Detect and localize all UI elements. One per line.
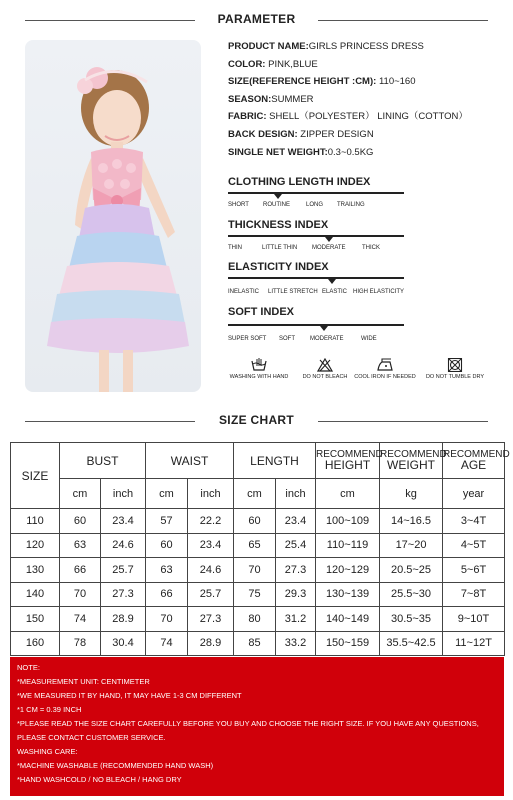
table-cell: 150~159 xyxy=(316,631,380,656)
table-cell: 27.3 xyxy=(276,558,316,583)
index-label: THIN xyxy=(228,245,242,251)
note-line: *WE MEASURED IT BY HAND, IT MAY HAVE 1-3 CM DIFFERENT xyxy=(17,691,242,700)
header-size: SIZE xyxy=(11,443,60,509)
table-cell: 23.4 xyxy=(101,509,146,534)
header-recommend-height: RECOMMEND HEIGHT xyxy=(316,443,380,479)
size-table xyxy=(10,442,510,656)
index-label: WIDE xyxy=(361,336,377,342)
table-cell: 60 xyxy=(60,509,101,534)
table-row xyxy=(11,582,505,607)
table-cell: 150 xyxy=(11,607,60,632)
table-cell: 33.2 xyxy=(276,631,316,656)
no-tumble-dry-icon xyxy=(447,358,463,372)
index-label: INELASTIC xyxy=(228,289,260,295)
unit-cell: year xyxy=(443,479,505,509)
table-cell: 31.2 xyxy=(276,607,316,632)
parameter-title: PARAMETER xyxy=(217,12,296,26)
table-cell: 25.5~30 xyxy=(380,582,443,607)
unit-cell: inch xyxy=(188,479,234,509)
parameter-list xyxy=(228,38,468,161)
table-cell: 23.4 xyxy=(188,533,234,558)
table-cell: 29.3 xyxy=(276,582,316,607)
table-row xyxy=(11,607,505,632)
index-label: LITTLE STRETCH xyxy=(268,289,318,295)
table-cell: 14~16.5 xyxy=(380,509,443,534)
elasticity-index xyxy=(228,261,408,299)
index-label: SHORT xyxy=(228,202,249,208)
table-cell: 110~119 xyxy=(316,533,380,558)
care-label: DO NOT TUMBLE DRY xyxy=(425,374,485,380)
table-cell: 74 xyxy=(146,631,188,656)
table-row xyxy=(11,509,505,534)
table-cell: 25.4 xyxy=(276,533,316,558)
index-title: ELASTICITY INDEX xyxy=(228,261,329,273)
cool-iron-icon xyxy=(376,358,394,372)
notes-panel xyxy=(10,657,504,796)
note-line: *HAND WASHCOLD / NO BLEACH / HANG DRY xyxy=(17,775,182,784)
table-cell: 60 xyxy=(234,509,276,534)
unit-cell: cm xyxy=(316,479,380,509)
table-cell: 65 xyxy=(234,533,276,558)
note-line: WASHING CARE: xyxy=(17,747,78,756)
param-weight: SINGLE NET WEIGHT:0.3~0.5KG xyxy=(228,146,374,158)
param-product-name: PRODUCT NAME:GIRLS PRINCESS DRESS xyxy=(228,41,424,52)
table-cell: 100~109 xyxy=(316,509,380,534)
index-label: THICK xyxy=(362,245,380,251)
param-season: SEASON:SUMMER xyxy=(228,93,314,105)
table-cell: 9~10T xyxy=(443,607,505,632)
index-bar xyxy=(228,235,404,237)
note-line: NOTE: xyxy=(17,663,40,672)
table-cell: 140~149 xyxy=(316,607,380,632)
table-cell: 4~5T xyxy=(443,533,505,558)
table-cell: 74 xyxy=(60,607,101,632)
size-chart-title: SIZE CHART xyxy=(219,413,294,427)
unit-cell: inch xyxy=(101,479,146,509)
table-row xyxy=(11,533,505,558)
table-cell: 5~6T xyxy=(443,558,505,583)
table-cell: 70 xyxy=(234,558,276,583)
table-cell: 63 xyxy=(60,533,101,558)
index-bar xyxy=(228,277,404,279)
index-marker xyxy=(274,194,282,199)
table-cell: 3~4T xyxy=(443,509,505,534)
index-label: SUPER SOFT xyxy=(228,336,267,342)
note-line: PLEASE CONTACT CUSTOMER SERVICE. xyxy=(17,733,166,742)
care-label: COOL IRON IF NEEDED xyxy=(354,374,416,380)
table-cell: 22.2 xyxy=(188,509,234,534)
table-cell: 25.7 xyxy=(101,558,146,583)
table-cell: 17~20 xyxy=(380,533,443,558)
table-cell: 78 xyxy=(60,631,101,656)
table-cell: 120~129 xyxy=(316,558,380,583)
unit-cell: kg xyxy=(380,479,443,509)
header-waist: WAIST xyxy=(146,443,234,479)
table-cell: 24.6 xyxy=(188,558,234,583)
table-cell: 30.5~35 xyxy=(380,607,443,632)
soft-index xyxy=(228,306,408,346)
parameter-header xyxy=(0,12,513,28)
table-cell: 80 xyxy=(234,607,276,632)
care-cool-iron xyxy=(345,358,425,380)
table-cell: 130 xyxy=(11,558,60,583)
unit-cell: inch xyxy=(276,479,316,509)
index-marker xyxy=(320,326,328,331)
table-cell: 57 xyxy=(146,509,188,534)
param-size: SIZE(REFERENCE HEIGHT :CM): 110~160 xyxy=(228,76,416,88)
table-cell: 110 xyxy=(11,509,60,534)
size-chart-header xyxy=(0,413,513,429)
index-title: SOFT INDEX xyxy=(228,306,295,318)
index-label: SOFT xyxy=(279,336,295,342)
table-cell: 24.6 xyxy=(101,533,146,558)
table-cell: 7~8T xyxy=(443,582,505,607)
index-label: MODERATE xyxy=(312,245,346,251)
note-line: *MACHINE WASHABLE (RECOMMENDED HAND WASH) xyxy=(17,761,214,770)
note-line: *1 CM = 0.39 INCH xyxy=(17,705,82,714)
care-label: WASHING WITH HAND xyxy=(229,374,289,380)
table-cell: 23.4 xyxy=(276,509,316,534)
table-cell: 35.5~42.5 xyxy=(380,631,443,656)
index-label: ROUTINE xyxy=(263,202,290,208)
table-cell: 85 xyxy=(234,631,276,656)
care-label: DO NOT BLEACH xyxy=(302,374,348,380)
index-label: LITTLE THIN xyxy=(262,245,298,251)
header-recommend-age: RECOMMEND AGE xyxy=(443,443,505,479)
table-cell: 60 xyxy=(146,533,188,558)
index-label: HIGH ELASTICITY xyxy=(353,289,405,295)
table-cell: 140 xyxy=(11,582,60,607)
index-label: MODERATE xyxy=(310,336,344,342)
table-cell: 66 xyxy=(146,582,188,607)
index-bar xyxy=(228,192,404,194)
table-cell: 28.9 xyxy=(101,607,146,632)
index-title: THICKNESS INDEX xyxy=(228,219,329,231)
note-line: *PLEASE READ THE SIZE CHART CAREFULLY BEFORE YOU BUY AND CHOOSE THE RIGHT SIZE. IF YOU HAVE ANY QUESTIONS, xyxy=(17,719,479,728)
table-cell: 63 xyxy=(146,558,188,583)
header-bust: BUST xyxy=(60,443,146,479)
note-line: *MEASUREMENT UNIT: CENTIMETER xyxy=(17,677,150,686)
table-cell: 11~12T xyxy=(443,631,505,656)
table-cell: 28.9 xyxy=(188,631,234,656)
table-cell: 27.3 xyxy=(188,607,234,632)
no-bleach-icon xyxy=(317,358,333,372)
table-cell: 27.3 xyxy=(101,582,146,607)
param-color: COLOR: PINK,BLUE xyxy=(228,58,318,70)
table-cell: 66 xyxy=(60,558,101,583)
table-cell: 70 xyxy=(146,607,188,632)
table-cell: 75 xyxy=(234,582,276,607)
index-marker xyxy=(328,279,336,284)
table-row xyxy=(11,558,505,583)
param-back-design: BACK DESIGN: ZIPPER DESIGN xyxy=(228,128,374,140)
index-label: TRAILING xyxy=(337,202,365,208)
index-title: CLOTHING LENGTH INDEX xyxy=(228,176,371,188)
unit-cell: cm xyxy=(234,479,276,509)
care-no-tumble-dry xyxy=(415,358,495,380)
table-cell: 130~139 xyxy=(316,582,380,607)
clothing-length-index xyxy=(228,176,408,214)
table-cell: 30.4 xyxy=(101,631,146,656)
index-bar xyxy=(228,324,404,326)
index-marker xyxy=(325,237,333,242)
index-label: ELASTIC xyxy=(322,289,348,295)
table-cell: 20.5~25 xyxy=(380,558,443,583)
unit-cell: cm xyxy=(146,479,188,509)
param-fabric: FABRIC: SHELL（POLYESTER） LINING（COTTON） xyxy=(228,111,468,123)
product-photo xyxy=(25,40,201,392)
table-cell: 120 xyxy=(11,533,60,558)
washing-hand-icon xyxy=(251,358,267,372)
header-recommend-weight: RECOMMEND WEIGHT xyxy=(380,443,443,479)
header-length: LENGTH xyxy=(234,443,316,479)
table-cell: 70 xyxy=(60,582,101,607)
table-cell: 160 xyxy=(11,631,60,656)
index-label: LONG xyxy=(306,202,324,208)
thickness-index xyxy=(228,219,408,257)
table-row xyxy=(11,631,505,656)
unit-cell: cm xyxy=(60,479,101,509)
table-cell: 25.7 xyxy=(188,582,234,607)
